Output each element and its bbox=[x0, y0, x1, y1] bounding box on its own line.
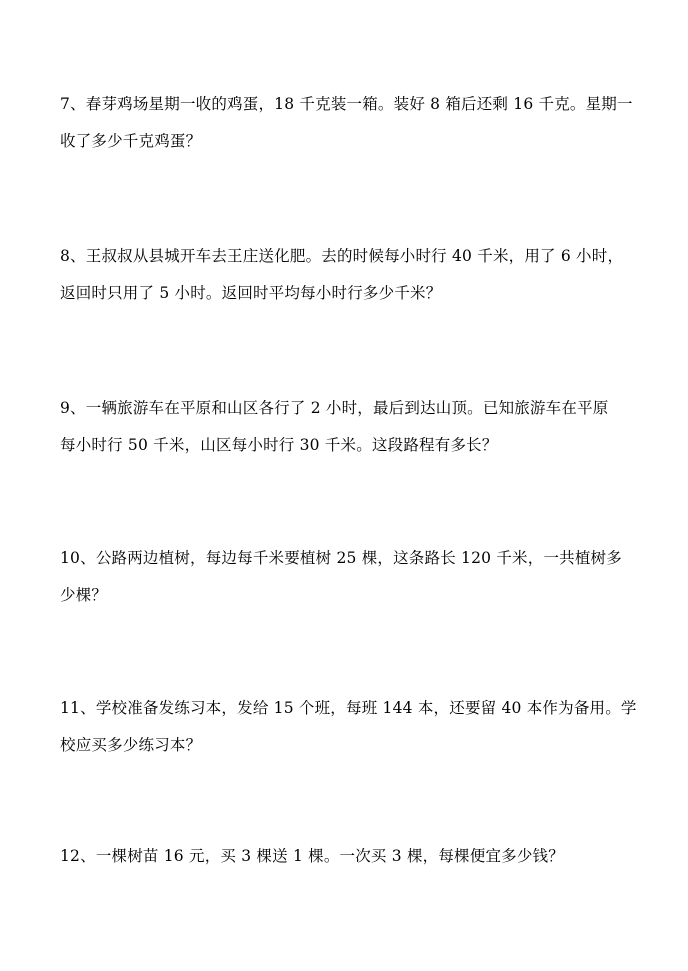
problem-11-line-2: 校应买多少练习本？ bbox=[60, 736, 202, 754]
problem-10-line-1: 10、公路两边植树，每边每千米要植树 25 棵，这条路长 120 千米，一共植树多 bbox=[60, 549, 622, 567]
problem-12-line-1: 12、一棵树苗 16 元，买 3 棵送 1 棵。一次买 3 棵，每棵便宜多少钱？ bbox=[60, 847, 564, 865]
problem-11 bbox=[60, 690, 637, 764]
problem-9 bbox=[60, 390, 620, 464]
problem-11-line-1: 11、学校准备发练习本，发给 15 个班，每班 144 本，还要留 40 本作为备用。学 bbox=[60, 699, 637, 717]
problem-8-line-1: 8、王叔叔从县城开车去王庄送化肥。去的时候每小时行 40 千米，用了 6 小时， bbox=[60, 247, 624, 265]
problem-9-line-1: 9、一辆旅游车在平原和山区各行了 2 小时，最后到达山顶。已知旅游车在平原 bbox=[60, 399, 609, 417]
problem-7 bbox=[60, 86, 633, 160]
problem-7-line-1: 7、春芽鸡场星期一收的鸡蛋，18 千克装一箱。装好 8 箱后还剩 16 千克。星期一 bbox=[60, 95, 633, 113]
problem-10 bbox=[60, 540, 620, 614]
problem-7-line-2: 收了多少千克鸡蛋？ bbox=[60, 132, 202, 150]
problem-8-line-2: 返回时只用了 5 小时。返回时平均每小时行多少千米？ bbox=[60, 284, 442, 302]
problem-12 bbox=[60, 838, 620, 875]
problem-9-line-2: 每小时行 50 千米，山区每小时行 30 千米。这段路程有多长？ bbox=[60, 436, 498, 454]
problem-10-line-2: 少棵？ bbox=[60, 586, 108, 604]
problem-8 bbox=[60, 238, 624, 312]
